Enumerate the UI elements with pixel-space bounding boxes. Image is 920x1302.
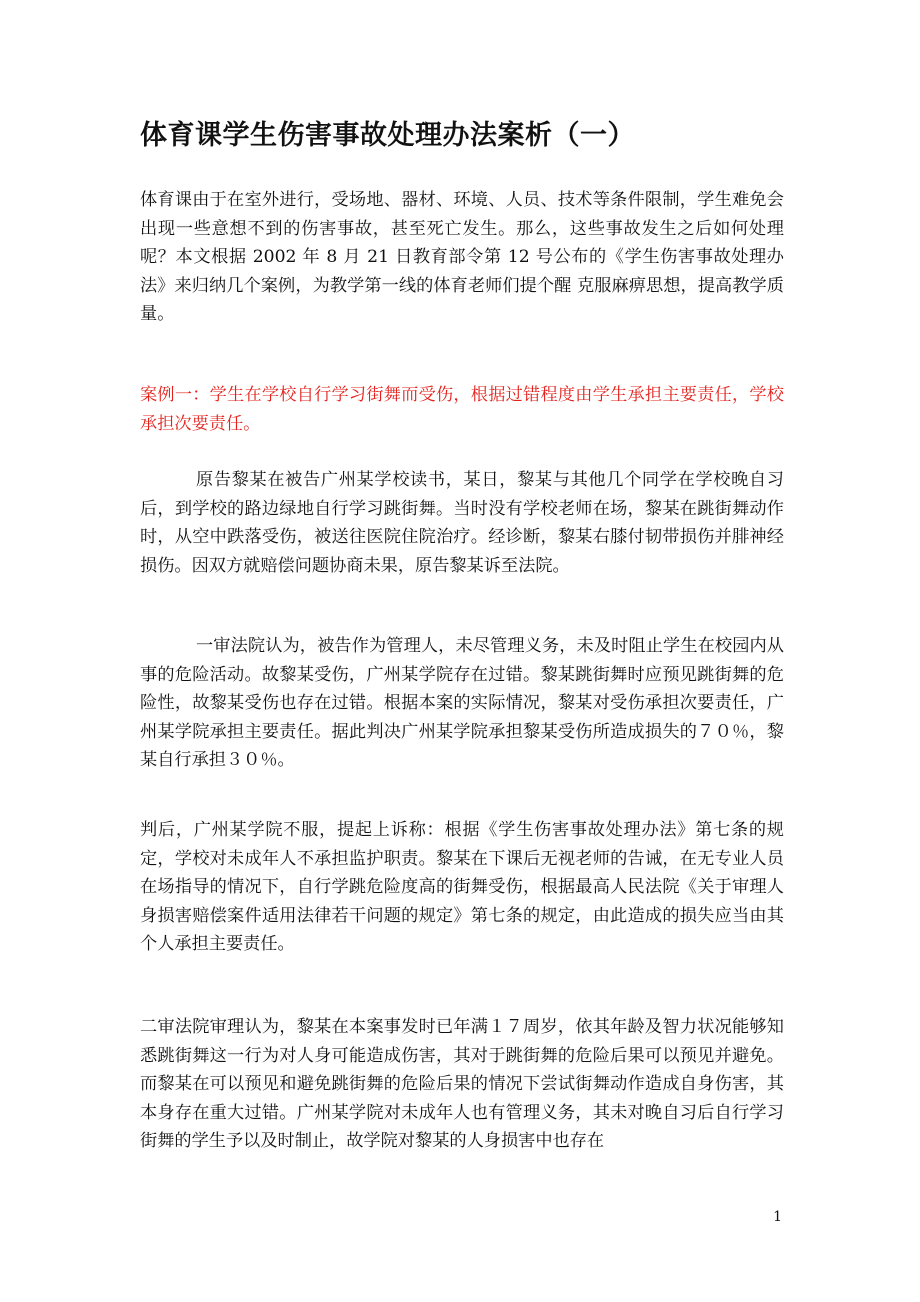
intro-paragraph: 体育课由于在室外进行，受场地、器材、环境、人员、技术等条件限制，学生难免会出现一些意想不到的伤害事故，甚至死亡发生。那么，这些事故发生之后如何处理呢？本文根据 2002 年 8 月 21 日教育部令第 12 号公布的《学生伤害事故处理办法》来归纳几个案例，为教学第一线的体育老师们提个醒 克服麻痹思想，提高教学质量。 (140, 190, 784, 325)
second-instance-paragraph: 二审法院审理认为，黎某在本案事发时已年满１７周岁，依其年龄及智力状况能够知悉跳街舞这一行为对人身可能造成伤害，其对于跳街舞的危险后果可以预见并避免。而黎某在可以预见和避免跳街舞的危险后果的情况下尝试街舞动作造成自身伤害，其本身存在重大过错。广州某学院对未成年人也有管理义务，其未对晚自习后自行学习街舞的学生予以及时制止，故学院对黎某的人身损害中也存在 (140, 1017, 784, 1152)
appeal-paragraph: 判后，广州某学院不服，提起上诉称：根据《学生伤害事故处理办法》第七条的规定，学校对未成年人不承担监护职责。黎某在下课后无视老师的告诫，在无专业人员在场指导的情况下，自行学跳危险度高的街舞受伤，根据最高人民法院《关于审理人身损害赔偿案件适用法律若干问题的规定》第七条的规定，由此造成的损失应当由其个人承担主要责任。 (140, 820, 784, 955)
page-number: 1 (773, 1209, 782, 1225)
document-title: 体育课学生伤害事故处理办法案析（一） (140, 120, 635, 151)
first-instance-paragraph: 一审法院认为，被告作为管理人，未尽管理义务，未及时阻止学生在校园内从事的危险活动。故黎某受伤，广州某学院存在过错。黎某跳街舞时应预见跳街舞的危险性，故黎某受伤也存在过错。根据本案的实际情况，黎某对受伤承担次要责任，广州某学院承担主要责任。据此判决广州某学院承担黎某受伤所造成损失的７０％，黎某自行承担３０％。 (140, 636, 784, 771)
case-facts-paragraph: 原告黎某在被告广州某学校读书，某日，黎某与其他几个同学在学校晚自习后，到学校的路边绿地自行学习跳街舞。当时没有学校老师在场，黎某在跳街舞动作时，从空中跌落受伤，被送往医院住院治疗。经诊断，黎某右膝付韧带损伤并腓神经损伤。因双方就赔偿问题协商未果，原告黎某诉至法院。 (140, 470, 784, 576)
case-one-heading: 案例一：学生在学校自行学习街舞而受伤，根据过错程度由学生承担主要责任，学校承担次要责任。 (140, 385, 784, 434)
